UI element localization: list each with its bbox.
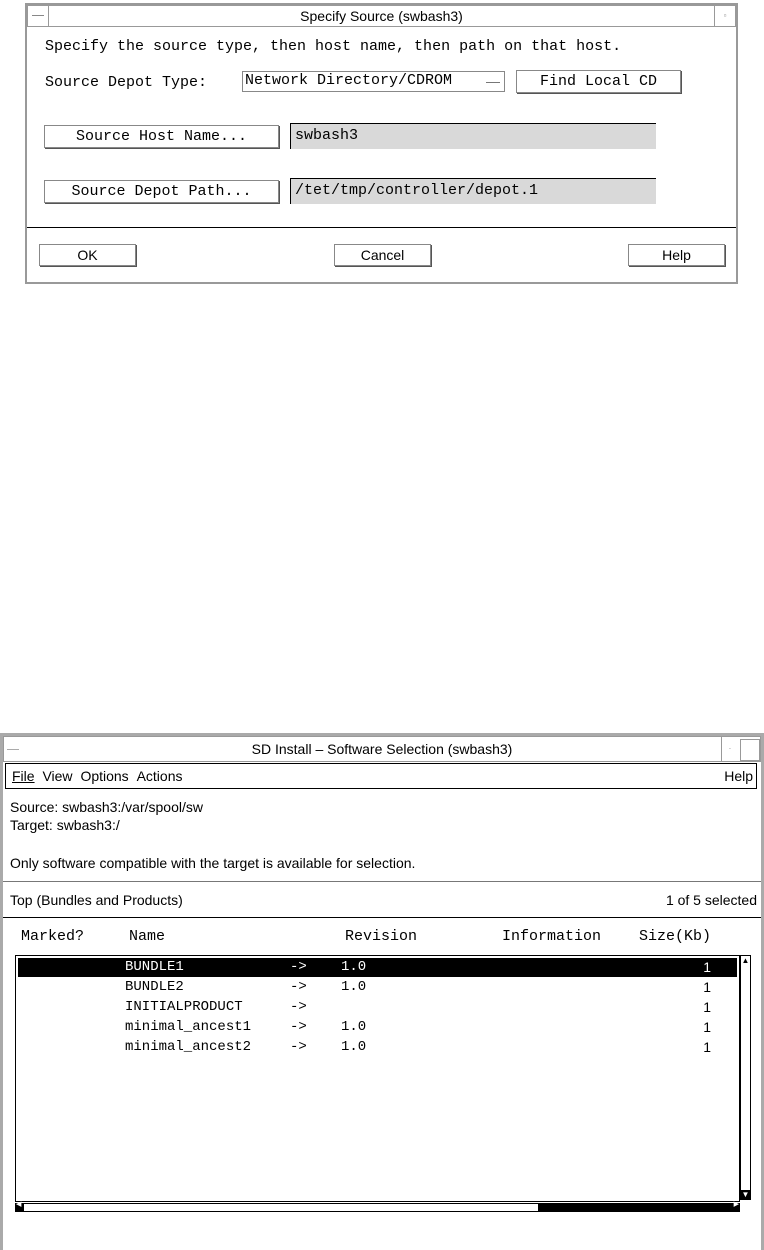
row-revision: 1.0 [341, 1039, 367, 1055]
row-name: minimal_ancest1 [125, 1019, 252, 1035]
row-revision: 1.0 [341, 979, 367, 995]
row-revision: 1.0 [341, 1019, 367, 1035]
column-marked[interactable]: Marked? [21, 928, 85, 945]
find-local-cd-button[interactable]: Find Local CD [516, 70, 681, 93]
option-menu-icon [486, 82, 500, 83]
source-host-name-input[interactable]: swbash3 [290, 123, 656, 149]
column-information[interactable]: Information [502, 928, 602, 945]
table-row[interactable] [18, 958, 737, 977]
cancel-button[interactable]: Cancel [334, 244, 431, 266]
row-arrow: -> [290, 959, 307, 975]
row-size: 1 [703, 1019, 711, 1035]
software-selection-window [0, 733, 764, 1250]
minimize-button[interactable]: · [721, 737, 738, 761]
depot-type-label: Source Depot Type: [45, 74, 208, 91]
row-size: 1 [703, 979, 711, 995]
scroll-down-arrow-icon[interactable]: ▼ [741, 1190, 750, 1199]
specify-source-dialog [25, 3, 738, 284]
menu-file[interactable]: File [12, 768, 35, 784]
scroll-right-arrow-icon[interactable]: ▶ [733, 1201, 739, 1208]
source-depot-path-input[interactable]: /tet/tmp/controller/depot.1 [290, 178, 656, 204]
level-label: Top (Bundles and Products) [10, 892, 183, 908]
source-text: Source: swbash3:/var/spool/sw [10, 799, 203, 815]
menu-help[interactable]: Help [724, 768, 753, 784]
window-titlebar [3, 736, 761, 762]
column-name[interactable]: Name [129, 928, 166, 945]
menu-actions[interactable]: Actions [136, 768, 183, 784]
compatibility-note: Only software compatible with the target is available for selection. [10, 855, 416, 871]
row-name: BUNDLE1 [125, 959, 184, 975]
table-row[interactable] [18, 1038, 737, 1057]
depot-type-select[interactable] [242, 71, 505, 92]
scroll-thumb[interactable] [24, 1204, 538, 1211]
table-row[interactable] [18, 978, 737, 997]
selected-count: 1 of 5 selected [665, 892, 757, 908]
help-button[interactable]: Help [628, 244, 725, 266]
instruction-text: Specify the source type, then host name, then path on that host. [45, 38, 622, 55]
row-arrow: -> [290, 1039, 307, 1055]
divider [3, 881, 761, 882]
row-size: 1 [703, 959, 711, 975]
menu-options[interactable]: Options [80, 768, 129, 784]
row-size: 1 [703, 999, 711, 1015]
divider [27, 227, 736, 228]
row-arrow: -> [290, 979, 307, 995]
row-arrow: -> [290, 999, 307, 1015]
divider [3, 917, 761, 918]
window-menu-button[interactable] [4, 737, 22, 761]
ok-button[interactable]: OK [39, 244, 136, 266]
table-row[interactable] [18, 998, 737, 1017]
minimize-button[interactable]: ▫ [714, 6, 735, 26]
scroll-up-arrow-icon[interactable]: ▲ [741, 956, 750, 965]
dialog-titlebar [27, 5, 736, 27]
row-name: INITIALPRODUCT [125, 999, 243, 1015]
column-revision[interactable]: Revision [345, 928, 418, 945]
menu-bar [5, 763, 757, 789]
horizontal-scrollbar[interactable] [15, 1203, 740, 1212]
row-size: 1 [703, 1039, 711, 1055]
row-name: BUNDLE2 [125, 979, 184, 995]
scroll-left-arrow-icon[interactable]: ◀ [16, 1201, 22, 1208]
menu-view[interactable]: View [42, 768, 73, 784]
column-size[interactable]: Size(Kb) [639, 928, 712, 945]
row-name: minimal_ancest2 [125, 1039, 252, 1055]
table-row[interactable] [18, 1018, 737, 1037]
source-host-name-button[interactable]: Source Host Name... [44, 125, 279, 148]
row-revision: 1.0 [341, 959, 367, 975]
dialog-title: Specify Source (swbash3) [300, 8, 463, 24]
source-depot-path-button[interactable]: Source Depot Path... [44, 180, 279, 203]
window-title: SD Install – Software Selection (swbash3) [251, 741, 513, 757]
maximize-button[interactable] [740, 739, 760, 761]
target-text: Target: swbash3:/ [10, 817, 120, 833]
vertical-scrollbar[interactable] [740, 955, 751, 1200]
window-menu-button[interactable] [28, 6, 49, 26]
row-arrow: -> [290, 1019, 307, 1035]
depot-type-value: Network Directory/CDROM [245, 72, 453, 89]
